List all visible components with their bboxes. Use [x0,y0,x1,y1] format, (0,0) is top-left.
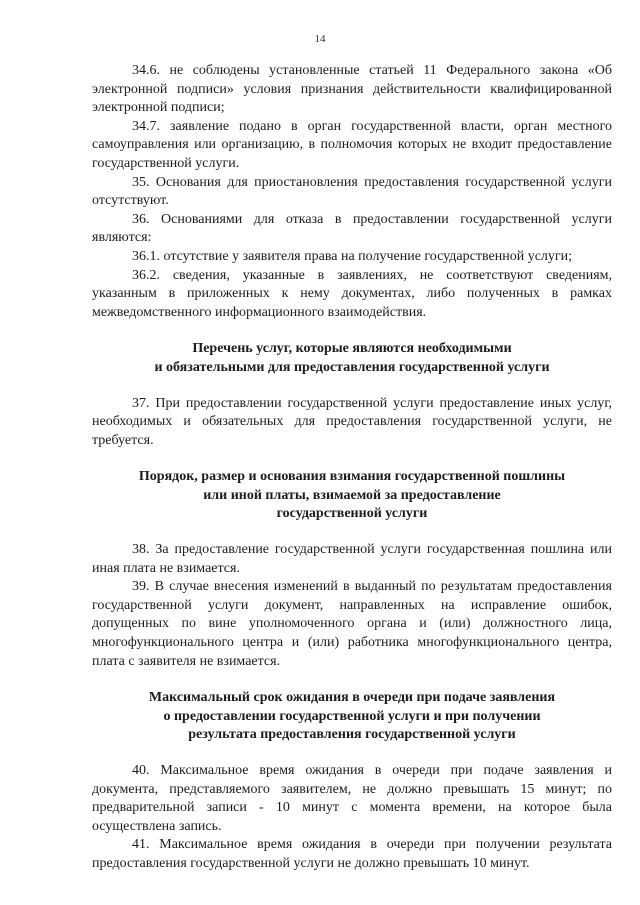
paragraph: 40. Максимальное время ожидания в очереди при подаче заявления и документа, представляемого заявителем, не должно превышать 15 минут; по предварительной записи - 10 минут с момента времени, на которое была осуществлена запись. [92,763,612,834]
paragraph: 41. Максимальное время ожидания в очереди при получении результата предоставления государственной услуги не должно превышать 10 минут. [92,837,612,871]
heading-line: государственной услуги [276,506,428,522]
heading-line: результата предоставления государственной услуги [188,727,516,743]
paragraph: 35. Основания для приостановления предоставления государственной услуги отсутствуют. [92,174,612,209]
paragraph: 36.1. отсутствие у заявителя права на получение государственной услуги; [132,248,573,264]
heading-line: о предоставлении государственной услуги и при получении [163,708,541,724]
section-heading [92,468,612,524]
document-body [92,62,612,874]
heading-line: или иной платы, взимаемой за предоставление [203,487,501,503]
page-number: 14 [314,33,326,45]
paragraph: 38. За предоставление государственной услуги государственная пошлина или иная плата не взимается. [92,542,612,576]
paragraph: 36.2. сведения, указанные в заявлениях, не соответствуют сведениям, указанным в приложенных к нему документах, либо полученных в рамках межведомственного информационного взаимодействия. [92,267,612,320]
heading-line: Порядок, размер и основания взимания государственной пошлины [138,469,566,485]
paragraph: 39. В случае внесения изменений в выданный по результатам предоставления государственной услуги документ, направленных на исправление ошибок, допущенных по вине уполномоченного органа и (или) должностного лица, многофункционального центра и (или) работника многофункционального центра, плата с заявителя не взимается. [92,579,612,669]
paragraph: 36. Основаниями для отказа в предоставлении государственной услуги являются: [92,211,612,246]
heading-line: Максимальный срок ожидания в очереди при подаче заявления [148,690,556,706]
heading-line: Перечень услуг, которые являются необходимыми [192,341,512,357]
paragraph: 37. При предоставлении государственной услуги предоставление иных услуг, необходимых и обязательных для предоставления государственной услуги, не требуется. [92,395,612,448]
paragraph: 34.7. заявление подано в орган государственной власти, орган местного самоуправления или организацию, в полномочия которых не входит предоставление государственной услуги. [92,118,612,171]
section-heading [92,689,612,745]
paragraph: 34.6. не соблюдены установленные статьей 11 Федерального закона «Об электронной подписи» условия признания действительности квалифицированной электронной подписи; [92,63,612,116]
section-heading [92,340,612,377]
heading-line: и обязательными для предоставления государственной услуги [154,359,550,375]
